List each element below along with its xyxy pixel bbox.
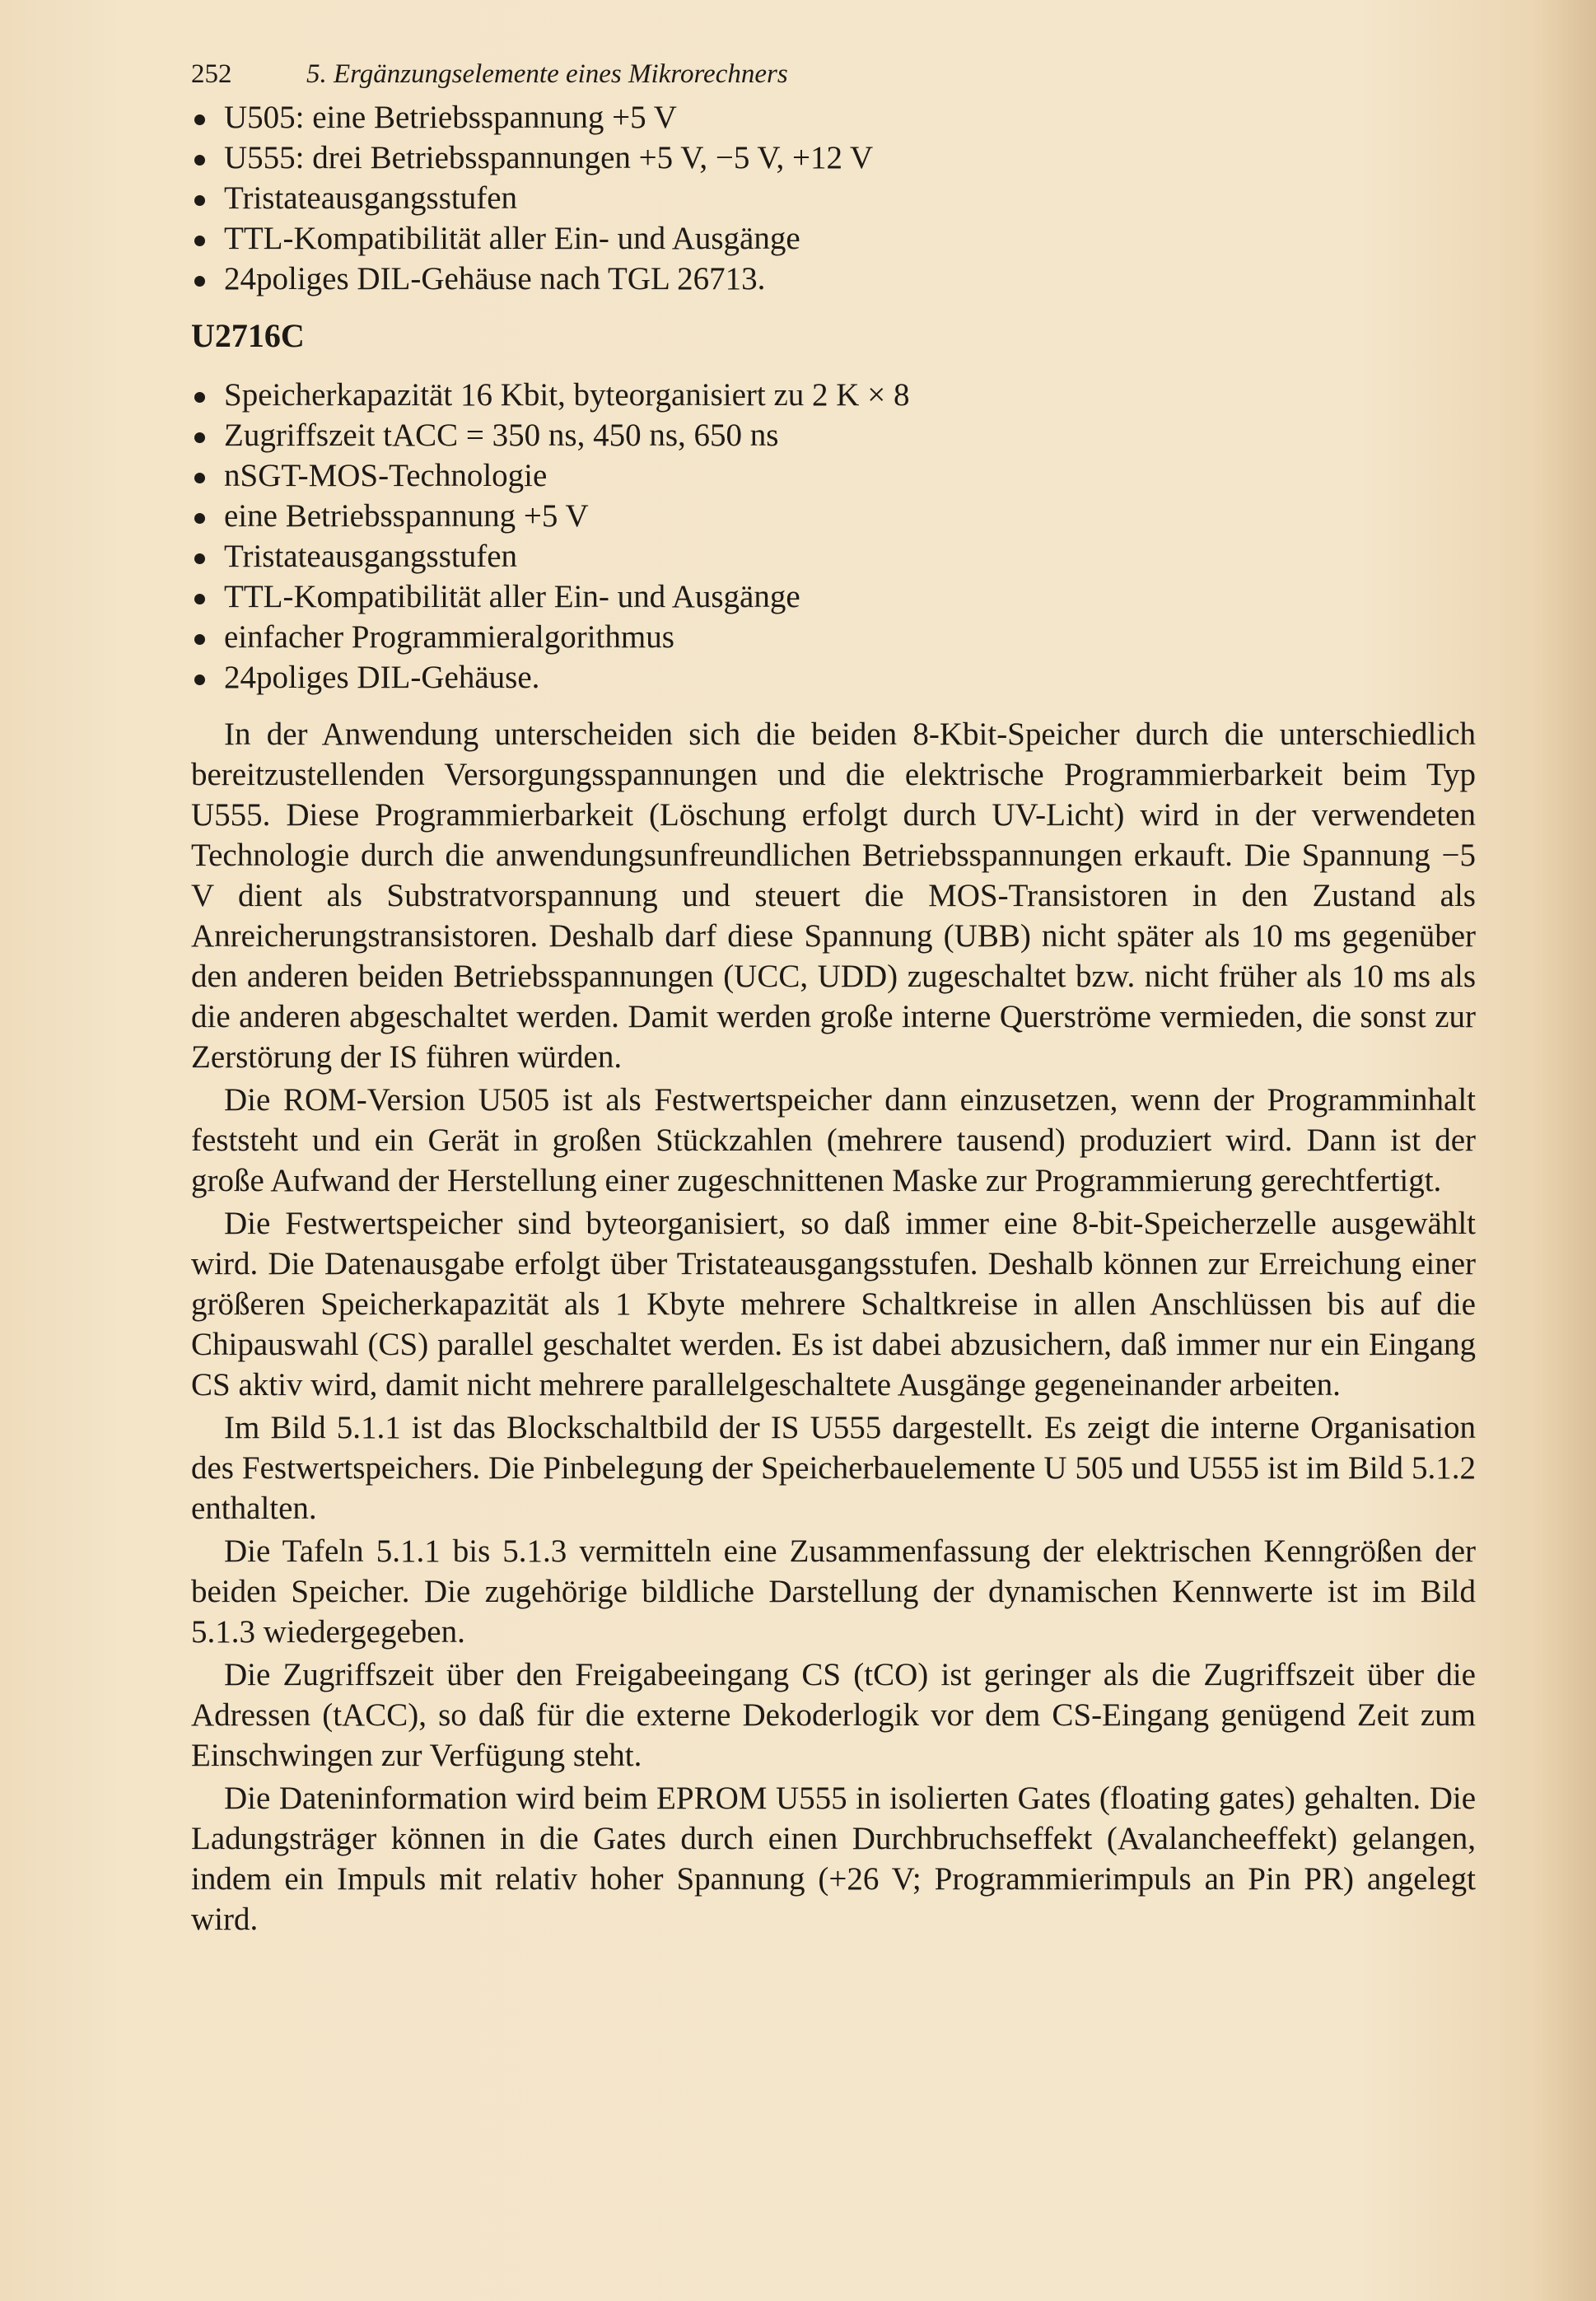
feature-list-u505-u555 bbox=[191, 97, 1476, 299]
paragraph: Die Festwertspeicher sind byteorganisiert, so daß immer eine 8-bit-Speicherzelle ausgewählt wird. Die Datenausgabe erfolgt über Tristateausgangsstufen. Deshalb können zur Erreichung einer größeren Speicherkapazität als 1 Kbyte mehrere Schaltkreise in allen Anschlüssen bis auf die Chipauswahl (CS) parallel geschaltet werden. Es ist dabei abzusichern, daß immer nur ein Eingang CS aktiv wird, damit nicht mehrere parallelgeschaltete Ausgänge gegeneinander arbeiten. bbox=[191, 1206, 1476, 1403]
list-item: eine Betriebsspannung +5 V bbox=[191, 496, 1476, 536]
list-item: Zugriffszeit tACC = 350 ns, 450 ns, 650 ns bbox=[191, 415, 1476, 455]
list-item: U505: eine Betriebsspannung +5 V bbox=[191, 97, 1476, 138]
list-item: nSGT-MOS-Technologie bbox=[191, 455, 1476, 496]
paragraph: Die Tafeln 5.1.1 bis 5.1.3 vermitteln eine Zusammenfassung der elektrischen Kenngrößen der beiden Speicher. Die zugehörige bildliche Darstellung der dynamischen Kennwerte ist im Bild 5.1.3 wiedergegeben. bbox=[191, 1533, 1476, 1650]
paragraph: Die Zugriffszeit über den Freigabeeingang CS (tCO) ist geringer als die Zugriffszeit über die Adressen (tACC), so daß für die externe Dekoderlogik vor dem CS-Eingang genügend Zeit zum Einschwingen zur Verfügung steht. bbox=[191, 1657, 1476, 1773]
page-number: 252 bbox=[191, 59, 232, 89]
paragraph: Die Dateninformation wird beim EPROM U555 in isolierten Gates (floating gates) gehalten. Die Ladungsträger können in die Gates durch einen Durchbruchseffekt (Avalancheeffekt) gelangen, indem ein Impuls mit relativ hoher Spannung (+26 V; Programmierimpuls an Pin PR) angelegt wird. bbox=[191, 1781, 1476, 1937]
paragraph: In der Anwendung unterscheiden sich die beiden 8-Kbit-Speicher durch die unterschiedlich bereitzustellenden Versorgungsspannungen und die elektrische Programmierbarkeit beim Typ U555. Diese Programmierbarkeit (Löschung erfolgt durch UV-Licht) wird in der verwendeten Technologie durch die anwendungsunfreundlichen Betriebsspannungen erkauft. Die Spannung −5 V dient als Substratvorspannung und steuert die MOS-Transistoren in den Zustand als Anreicherungstransistoren. Deshalb darf diese Spannung (UBB) nicht später als 10 ms gegenüber den anderen beiden Betriebsspannungen (UCC, UDD) zugeschaltet bzw. nicht früher als 10 ms als die anderen abgeschaltet werden. Damit werden große interne Querströme vermieden, die sonst zur Zerstörung der IS führen würden. bbox=[191, 716, 1476, 1075]
paragraph: Die ROM-Version U505 ist als Festwertspeicher dann einzusetzen, wenn der Programminhalt feststeht und ein Gerät in großen Stückzahlen (mehrere tausend) produziert wird. Dann ist der große Aufwand der Herstellung einer zugeschnittenen Maske zur Programmierung gerechtfertigt. bbox=[191, 1082, 1476, 1198]
list-item: 24poliges DIL-Gehäuse nach TGL 26713. bbox=[191, 259, 1476, 299]
page-content bbox=[191, 51, 1476, 1939]
list-item: Tristateausgangsstufen bbox=[191, 178, 1476, 218]
section-heading-u2716c: U2716C bbox=[191, 317, 305, 354]
list-item: TTL-Kompatibilität aller Ein- und Ausgänge bbox=[191, 218, 1476, 259]
list-item: U555: drei Betriebsspannungen +5 V, −5 V, +12 V bbox=[191, 138, 1476, 178]
list-item: Speicherkapazität 16 Kbit, byteorganisiert zu 2 K × 8 bbox=[191, 375, 1476, 415]
list-item: 24poliges DIL-Gehäuse. bbox=[191, 657, 1476, 698]
list-item: Tristateausgangsstufen bbox=[191, 536, 1476, 576]
feature-list-u2716c bbox=[191, 375, 1476, 698]
paragraph: Im Bild 5.1.1 ist das Blockschaltbild der IS U555 dargestellt. Es zeigt die interne Organisation des Festwertspeichers. Die Pinbelegung der Speicherbauelemente U 505 und U555 ist im Bild 5.1.2 enthalten. bbox=[191, 1410, 1476, 1526]
running-header bbox=[191, 51, 1476, 97]
list-item: TTL-Kompatibilität aller Ein- und Ausgänge bbox=[191, 576, 1476, 617]
list-item: einfacher Programmieralgorithmus bbox=[191, 617, 1476, 657]
chapter-title: 5. Ergänzungselemente eines Mikrorechners bbox=[306, 59, 788, 89]
